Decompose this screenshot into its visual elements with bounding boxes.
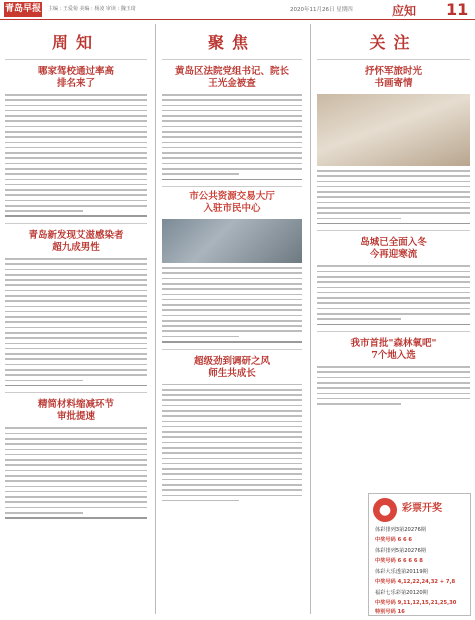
article-headline[interactable]: 哪家驾校通过率高 排名来了 [37, 66, 114, 89]
article-body [162, 267, 302, 343]
divider [162, 186, 302, 187]
divider [5, 223, 147, 224]
column-divider [310, 24, 311, 614]
divider [162, 349, 302, 350]
divider [5, 392, 147, 393]
article-credit [5, 215, 147, 217]
article-headline[interactable]: 抒怀军旅时光 书画寄情 [364, 66, 422, 89]
column-band-title: 聚焦 [207, 33, 256, 52]
lottery-row: 体彩排列5第20276期 [375, 548, 426, 554]
article-credit [162, 341, 302, 343]
newspaper-logo: 青岛早报 [4, 2, 42, 17]
masthead [0, 0, 475, 20]
lottery-row: 中奖号码 6 6 6 [375, 537, 413, 543]
article-headline[interactable]: 黄岛区法院党组书记、院长 王光金被查 [174, 66, 289, 89]
lottery-row: 特别号码 16 [375, 609, 405, 615]
issue-date: 2020年11月26日 星期四 [290, 7, 353, 13]
column-band [5, 24, 147, 60]
divider [317, 230, 470, 231]
lottery-row: 中奖号码 9,11,12,15,21,25,30 [375, 600, 457, 606]
lottery-row: 中奖号码 4,12,22,24,32 + 7,8 [375, 579, 456, 585]
article-body [5, 94, 147, 217]
article-credit [5, 385, 147, 387]
article-body [317, 366, 470, 405]
article-credit [5, 517, 147, 519]
lottery-box [368, 493, 471, 616]
article-credit [317, 324, 470, 326]
article-body [162, 94, 302, 180]
article-body [317, 265, 470, 325]
column-jujiao [162, 24, 302, 616]
lottery-row: 中奖号码 6 6 6 6 8 [375, 558, 423, 564]
divider [317, 331, 470, 332]
article-body [162, 384, 302, 502]
article-headline[interactable]: 我市首批"森林氧吧" 7个地入选 [350, 338, 437, 362]
article-headline[interactable]: 超级劲到调研之风 师生共成长 [193, 355, 270, 379]
article-body [5, 427, 147, 518]
article-headline[interactable]: 市公共资源交易大厅 入驻市民中心 [189, 191, 275, 215]
editor-meta: 主编 : 王爱菊 美编 : 杨凌 审读 : 魏玉琦 [48, 6, 136, 12]
lottery-row: 体彩大乐透第20119期 [375, 569, 428, 575]
article-body [5, 258, 147, 386]
article-credit [162, 179, 302, 181]
column-band [317, 24, 470, 60]
page-number: 11 [446, 0, 469, 19]
news-photo [317, 94, 470, 166]
lottery-title: 彩票开奖 [402, 503, 442, 514]
article-headline[interactable]: 青岛新发现艾滋感染者 超九成男性 [28, 230, 124, 254]
lottery-ball-icon: ● [373, 498, 397, 522]
article-headline[interactable]: 岛城已全面入冬 今再迎寒流 [360, 237, 427, 261]
article-credit [317, 223, 470, 225]
column-band-title: 关注 [369, 33, 418, 52]
lottery-row: 体彩排列3第20276期 [375, 527, 426, 533]
column-divider [155, 24, 156, 614]
article-headline[interactable]: 精简材料缩减环节 审批提速 [37, 399, 114, 423]
column-band [162, 24, 302, 60]
column-band-title: 周知 [51, 33, 100, 52]
section-title: 应知 [392, 4, 417, 18]
lottery-row: 福彩七乐彩第20120期 [375, 590, 428, 596]
news-photo [162, 219, 302, 263]
article-body [317, 170, 470, 224]
column-zhouzhi [5, 24, 147, 616]
